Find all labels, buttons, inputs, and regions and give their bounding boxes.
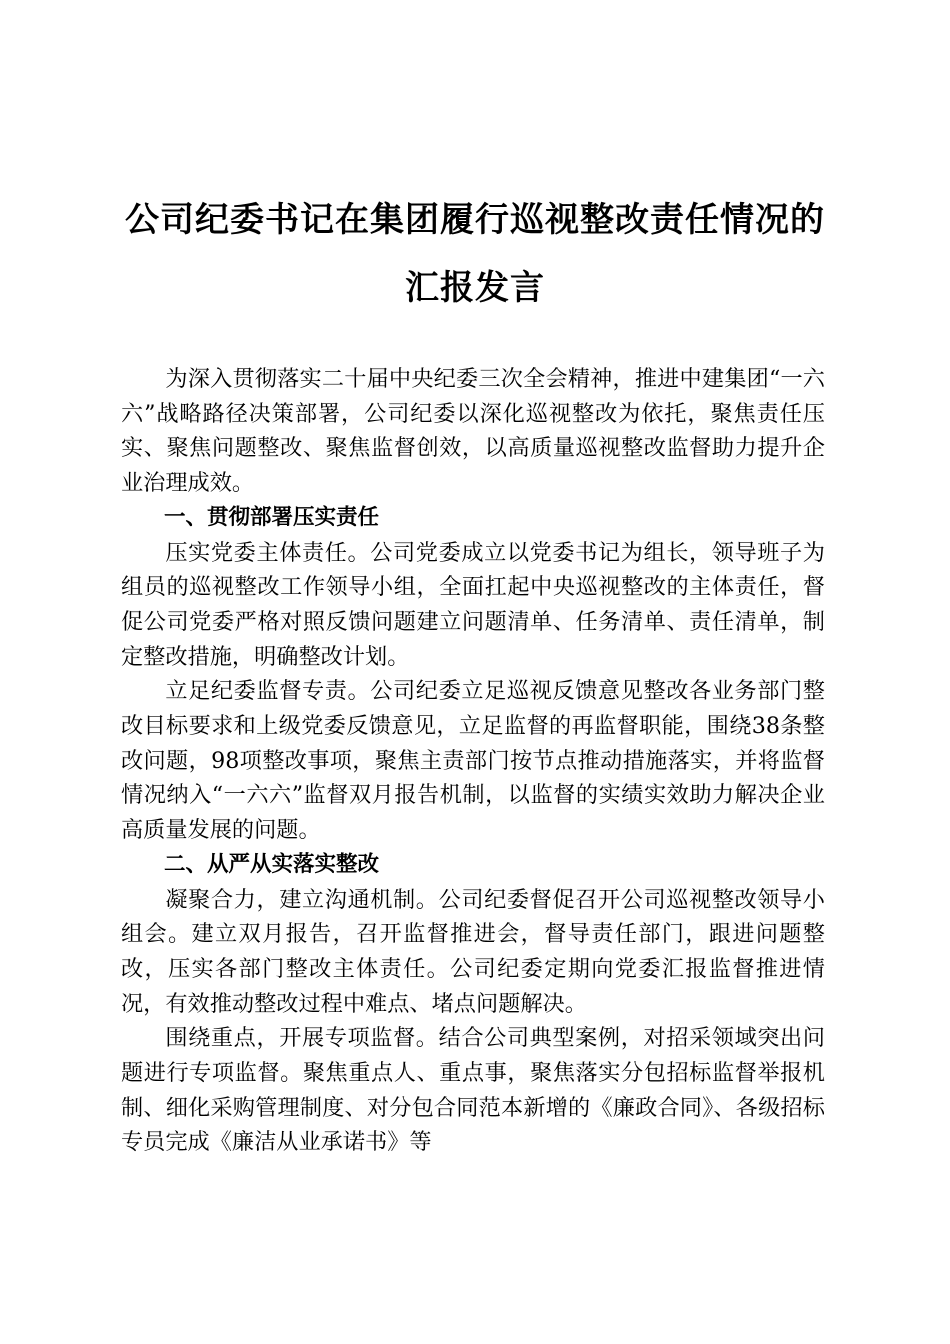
- document-body: [121, 362, 825, 1160]
- section-1-paragraph-1: 压实党委主体责任。公司党委成立以党委书记为组长，领导班子为组员的巡视整改工作领导小组，全面扛起中央巡视整改的主体责任，督促公司党委严格对照反馈问题建立问题清单、任务清单、责任清单，制定整改措施，明确整改计划。: [121, 539, 825, 670]
- section-1-heading: 一、贯彻部署压实责任: [164, 504, 380, 530]
- section-1-paragraph-2: 立足纪委监督专责。公司纪委立足巡视反馈意见整改各业务部门整改目标要求和上级党委反馈意见，立足监督的再监督职能，围绕38条整改问题，98项整改事项，聚焦主责部门按节点推动措施落实，并将监督情况纳入“一六六”监督双月报告机制，以监督的实绩实效助力解决企业高质量发展的问题。: [121, 678, 825, 844]
- section-2-paragraph-2: 围绕重点，开展专项监督。结合公司典型案例，对招采领域突出问题进行专项监督。聚焦重点人、重点事，聚焦落实分包招标监督举报机制、细化采购管理制度、对分包合同范本新增的《廉政合同》、各级招标专员完成《廉洁从业承诺书》等: [121, 1025, 825, 1156]
- document-title-line-2: 汇报发言: [405, 268, 545, 308]
- section-2-heading: 二、从严从实落实整改: [164, 851, 380, 877]
- document-title-line-1: 公司纪委书记在集团履行巡视整改责任情况的: [125, 200, 825, 240]
- intro-paragraph: 为深入贯彻落实二十届中央纪委三次全会精神，推进中建集团“一六六”战略路径决策部署，公司纪委以深化巡视整改为依托，聚焦责任压实、聚焦问题整改、聚焦监督创效，以高质量巡视整改监督助力提升企业治理成效。: [121, 366, 825, 497]
- section-2-paragraph-1: 凝聚合力，建立沟通机制。公司纪委督促召开公司巡视整改领导小组会。建立双月报告，召开监督推进会，督导责任部门，跟进问题整改，压实各部门整改主体责任。公司纪委定期向党委汇报监督推进情况，有效推动整改过程中难点、堵点问题解决。: [121, 886, 825, 1017]
